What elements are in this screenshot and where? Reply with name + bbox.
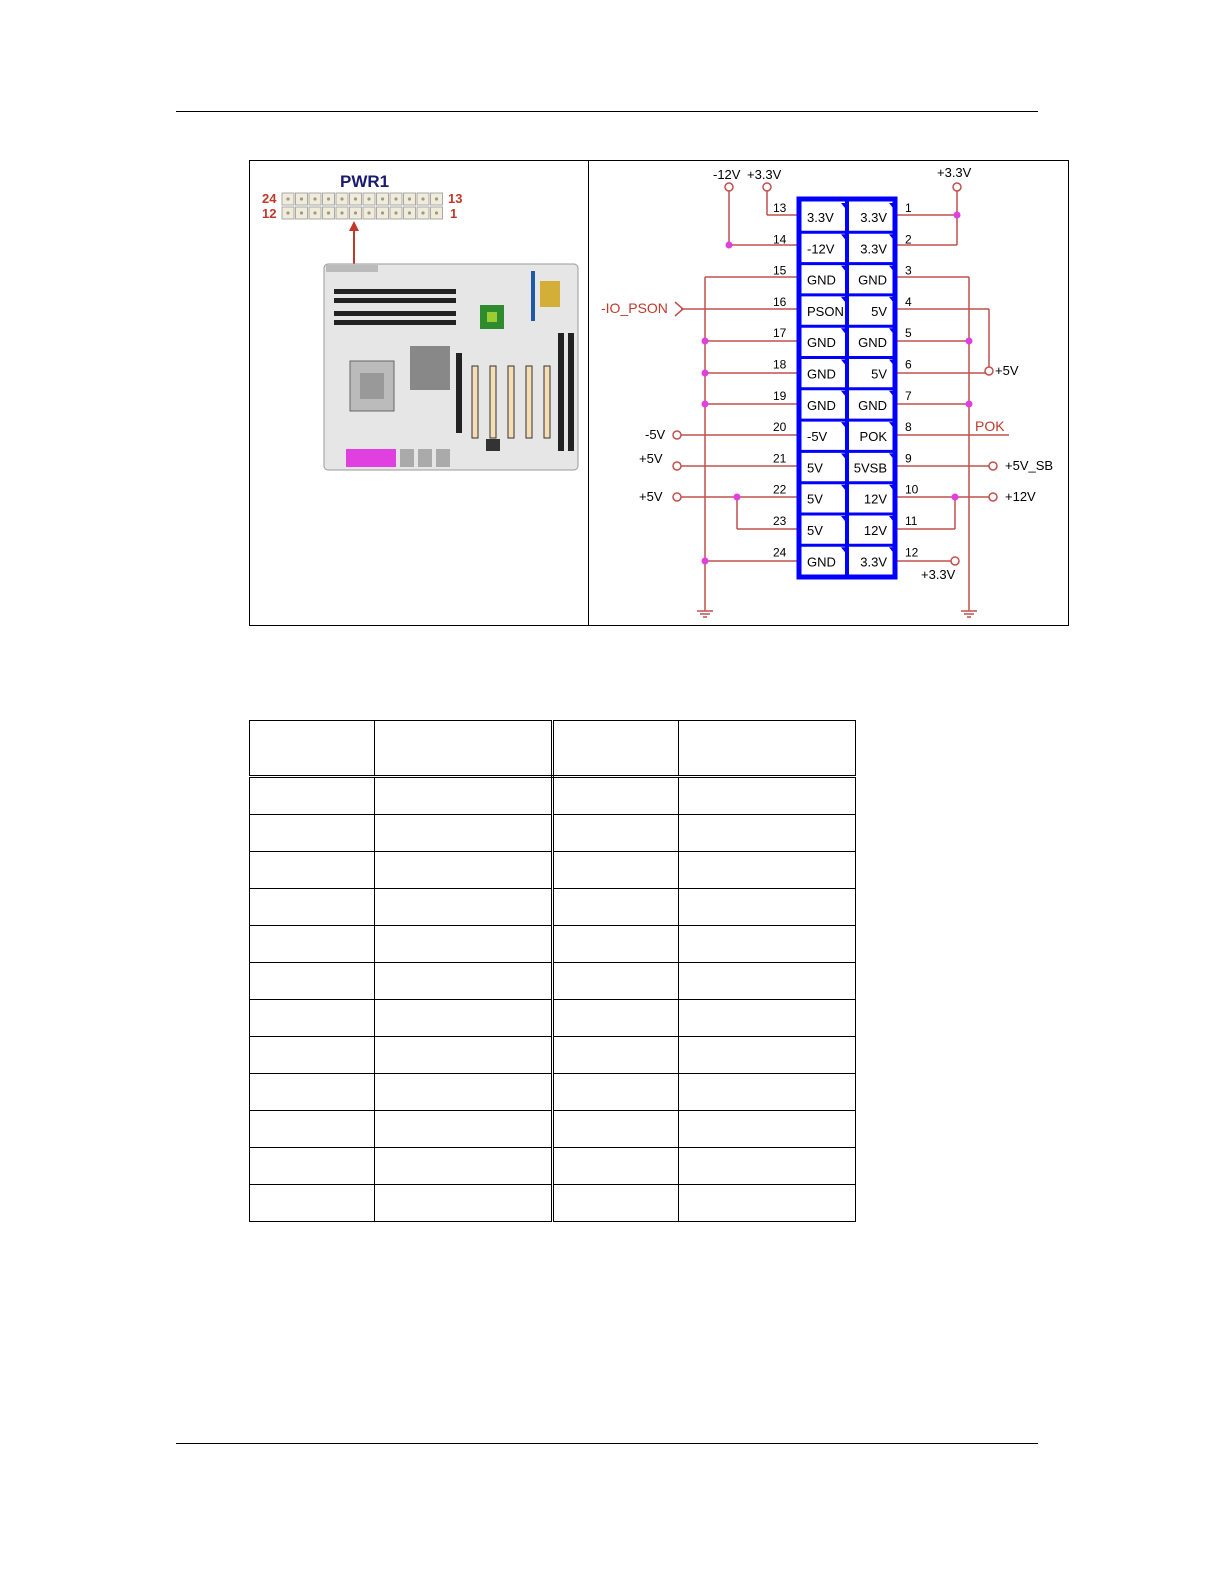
pin-number-left: 19 <box>773 388 787 403</box>
connector-pin-hole <box>408 197 411 200</box>
table-header-cell <box>375 721 553 777</box>
pin-cell-label-left: GND <box>807 272 836 288</box>
pin-cell-label-left: GND <box>807 366 836 382</box>
table-row <box>250 1037 856 1074</box>
board-illustration <box>250 161 588 625</box>
table-row <box>250 1000 856 1037</box>
table-cell <box>375 926 553 963</box>
label-pos5v-right: +5V <box>995 363 1019 378</box>
table-cell <box>553 1111 679 1148</box>
pin-cell-label-right: 5V <box>871 303 887 319</box>
pin-cell-label-right: 3.3V <box>860 210 887 225</box>
table-row <box>250 1111 856 1148</box>
pin-cell-label-right: 3.3V <box>860 554 887 570</box>
pin-number-right: 8 <box>905 420 912 435</box>
connector-pin-hole <box>313 197 316 200</box>
pin-number-right: 7 <box>905 388 912 403</box>
table-cell <box>375 777 553 815</box>
table-cell <box>375 1037 553 1074</box>
table-cell <box>679 889 856 926</box>
pin-number-right: 5 <box>905 326 912 341</box>
table-cell <box>375 889 553 926</box>
pin-number-right: 12 <box>905 545 919 560</box>
connector-pin-hole <box>286 197 289 200</box>
table-cell <box>679 1111 856 1148</box>
pin-cell-label-left: 3.3V <box>807 210 834 225</box>
dimm-slot-3 <box>334 311 456 316</box>
pin-number-left: 13 <box>773 201 787 215</box>
blue-connector <box>531 271 535 321</box>
table-cell <box>679 777 856 815</box>
table-header-row <box>250 721 856 777</box>
table-cell <box>250 815 375 852</box>
table-cell <box>250 1111 375 1148</box>
cpu-core <box>360 373 384 399</box>
pin-cell-label-right: GND <box>858 335 887 351</box>
isa-slot-1 <box>558 333 564 451</box>
table-cell <box>250 889 375 926</box>
table-cell <box>553 852 679 889</box>
connector-pin-hole <box>435 197 438 200</box>
table-cell <box>553 1074 679 1111</box>
label-neg12v-top: -12V <box>713 167 741 182</box>
pin-number-left: 23 <box>773 514 787 528</box>
pin-number-left: 24 <box>773 545 787 560</box>
table-row <box>250 1148 856 1185</box>
table-header-cell <box>553 721 679 777</box>
label-pos5v-b: +5V <box>639 489 663 504</box>
connector-pins <box>282 193 443 219</box>
pin-cell-label-right: 5V <box>871 366 887 382</box>
connector-figure <box>249 160 1069 626</box>
table-row <box>250 926 856 963</box>
connector-label: PWR1 <box>340 172 390 191</box>
table-row <box>250 852 856 889</box>
pin-number-left: 17 <box>773 326 787 341</box>
header-rule <box>176 111 1038 112</box>
table-cell <box>250 1148 375 1185</box>
table-cell <box>375 1111 553 1148</box>
connector-pin-hole <box>394 211 397 214</box>
pin-number-left: 20 <box>773 420 787 435</box>
pin-number-right: 6 <box>905 357 912 372</box>
pin-number-left: 21 <box>773 451 787 466</box>
pin-label-13: 13 <box>448 191 463 206</box>
table-cell <box>553 777 679 815</box>
table-cell <box>250 1074 375 1111</box>
dimm-slot-1 <box>334 289 456 294</box>
table-header-cell <box>679 721 856 777</box>
label-pos33v-top-a: +3.3V <box>747 167 782 182</box>
usb-port-1 <box>400 449 414 467</box>
table-cell <box>679 1185 856 1222</box>
arrow-head <box>349 221 359 231</box>
connector-pin-hole <box>354 211 357 214</box>
pin-label-1: 1 <box>450 206 458 221</box>
connector-pin-hole <box>300 197 303 200</box>
pin-cell-label-left: -12V <box>807 241 835 257</box>
table-cell <box>679 1037 856 1074</box>
connector-pin-hole <box>340 197 343 200</box>
connector-pin-hole <box>354 197 357 200</box>
table-cell <box>375 1074 553 1111</box>
pin-cell-label-right: 3.3V <box>860 241 887 257</box>
connector-pin-hole <box>313 211 316 214</box>
table-cell <box>553 1148 679 1185</box>
connector-pin-hole <box>327 211 330 214</box>
connector-pin-hole <box>408 211 411 214</box>
label-pok: POK <box>975 418 1005 434</box>
lan-port <box>436 449 450 467</box>
connector-pin-hole <box>367 197 370 200</box>
pin-cell-label-left: 5V <box>807 460 823 476</box>
table-cell <box>553 1000 679 1037</box>
pin-cell-label-left: 5V <box>807 491 823 507</box>
table-cell <box>250 852 375 889</box>
connector-pin-hole <box>327 197 330 200</box>
table-cell <box>250 777 375 815</box>
cf-slot <box>540 281 560 307</box>
pci-slot-3 <box>508 366 514 438</box>
pin-cell-label-right: 12V <box>863 523 887 538</box>
connector-pin-hole <box>435 211 438 214</box>
connector-pin-hole <box>421 197 424 200</box>
pin-cell-label-left: GND <box>807 554 836 570</box>
parallel-port <box>346 449 396 467</box>
table-row <box>250 1185 856 1222</box>
table-row <box>250 963 856 1000</box>
pin-cell-label-left: -5V <box>807 429 828 445</box>
dimm-slot-4 <box>334 320 456 325</box>
pin-number-right: 10 <box>905 482 919 497</box>
pin-number-left: 14 <box>773 232 787 247</box>
pci-slot-5 <box>544 366 550 438</box>
label-pos33v-top-b: +3.3V <box>937 165 972 180</box>
pin-cell-label-left: GND <box>807 335 836 351</box>
table-row <box>250 889 856 926</box>
heatsink <box>410 346 450 390</box>
connector-pin-hole <box>286 211 289 214</box>
connector-pin-hole <box>421 211 424 214</box>
table-cell <box>375 1185 553 1222</box>
table-row <box>250 1074 856 1111</box>
pin-label-24: 24 <box>262 191 277 206</box>
table-cell <box>375 1148 553 1185</box>
pin-number-left: 18 <box>773 357 787 372</box>
connector-pin-hole <box>367 211 370 214</box>
table-cell <box>679 1074 856 1111</box>
table-cell <box>250 1185 375 1222</box>
pci-slot-1 <box>472 366 478 438</box>
pin-number-right: 3 <box>905 263 912 278</box>
table-row <box>250 777 856 815</box>
pin-cell-label-right: GND <box>858 272 887 288</box>
agp-slot <box>456 353 462 433</box>
table-cell <box>375 963 553 1000</box>
table-cell <box>679 1148 856 1185</box>
label-pos5v-a: +5V <box>639 451 663 466</box>
label-pos5v-sb: +5V_SB <box>1005 458 1054 473</box>
pin-cell-label-left: PSON <box>807 303 844 319</box>
connector-pin-hole <box>381 197 384 200</box>
table-cell <box>250 1000 375 1037</box>
dimm-slot-2 <box>334 298 456 303</box>
pin-number-right: 1 <box>905 201 912 215</box>
pin-number-right: 4 <box>905 294 912 309</box>
footer-rule <box>176 1443 1038 1444</box>
table-cell <box>250 926 375 963</box>
pin-cell-label-left: 5V <box>807 523 823 538</box>
connector-pin-hole <box>300 211 303 214</box>
table-cell <box>553 1037 679 1074</box>
table-cell <box>375 815 553 852</box>
pinout-schematic <box>589 161 1069 625</box>
table-cell <box>250 1037 375 1074</box>
label-io-pson: -IO_PSON <box>601 300 668 316</box>
label-pos33v-bottom: +3.3V <box>921 567 956 582</box>
label-neg5v: -5V <box>645 427 666 442</box>
pin-cell-label-right: POK <box>859 429 887 445</box>
table-row <box>250 815 856 852</box>
pci-slot-4 <box>526 366 532 438</box>
connector-pin-hole <box>381 211 384 214</box>
isa-slot-2 <box>568 333 574 451</box>
table-cell <box>553 963 679 1000</box>
table-cell <box>679 963 856 1000</box>
pin-cell-label-left: GND <box>807 397 836 413</box>
usb-port-2 <box>418 449 432 467</box>
pin-number-right: 2 <box>905 232 912 247</box>
pin-number-left: 15 <box>773 263 787 278</box>
table-cell <box>250 963 375 1000</box>
table-cell <box>553 889 679 926</box>
pin-number-left: 22 <box>773 482 787 497</box>
table-cell <box>553 926 679 963</box>
pci-slot-2 <box>490 366 496 438</box>
pin-label-12: 12 <box>262 206 277 221</box>
table-cell <box>679 926 856 963</box>
table-cell <box>679 815 856 852</box>
pin-number-right: 11 <box>905 514 918 528</box>
connector-pin-hole <box>340 211 343 214</box>
pin-cell-label-right: 12V <box>863 491 887 507</box>
table-header-cell <box>250 721 375 777</box>
table-cell <box>375 1000 553 1037</box>
table-cell <box>375 852 553 889</box>
atx-header <box>326 265 378 272</box>
south-chip <box>486 439 500 451</box>
connector-pin-hole <box>394 197 397 200</box>
table-cell <box>553 1185 679 1222</box>
pin-cell-label-right: GND <box>858 397 887 413</box>
label-pos12v: +12V <box>1005 489 1036 504</box>
ground-symbol-left <box>697 607 713 617</box>
table-cell <box>553 815 679 852</box>
pin-number-right: 9 <box>905 451 912 466</box>
table-cell <box>679 1000 856 1037</box>
table-cell <box>679 852 856 889</box>
northbridge-core <box>487 312 497 322</box>
pin-number-left: 16 <box>773 294 787 309</box>
ground-symbol-right <box>961 607 977 617</box>
pin-cell-label-right: 5VSB <box>853 460 887 476</box>
pinout-table <box>249 720 856 1222</box>
